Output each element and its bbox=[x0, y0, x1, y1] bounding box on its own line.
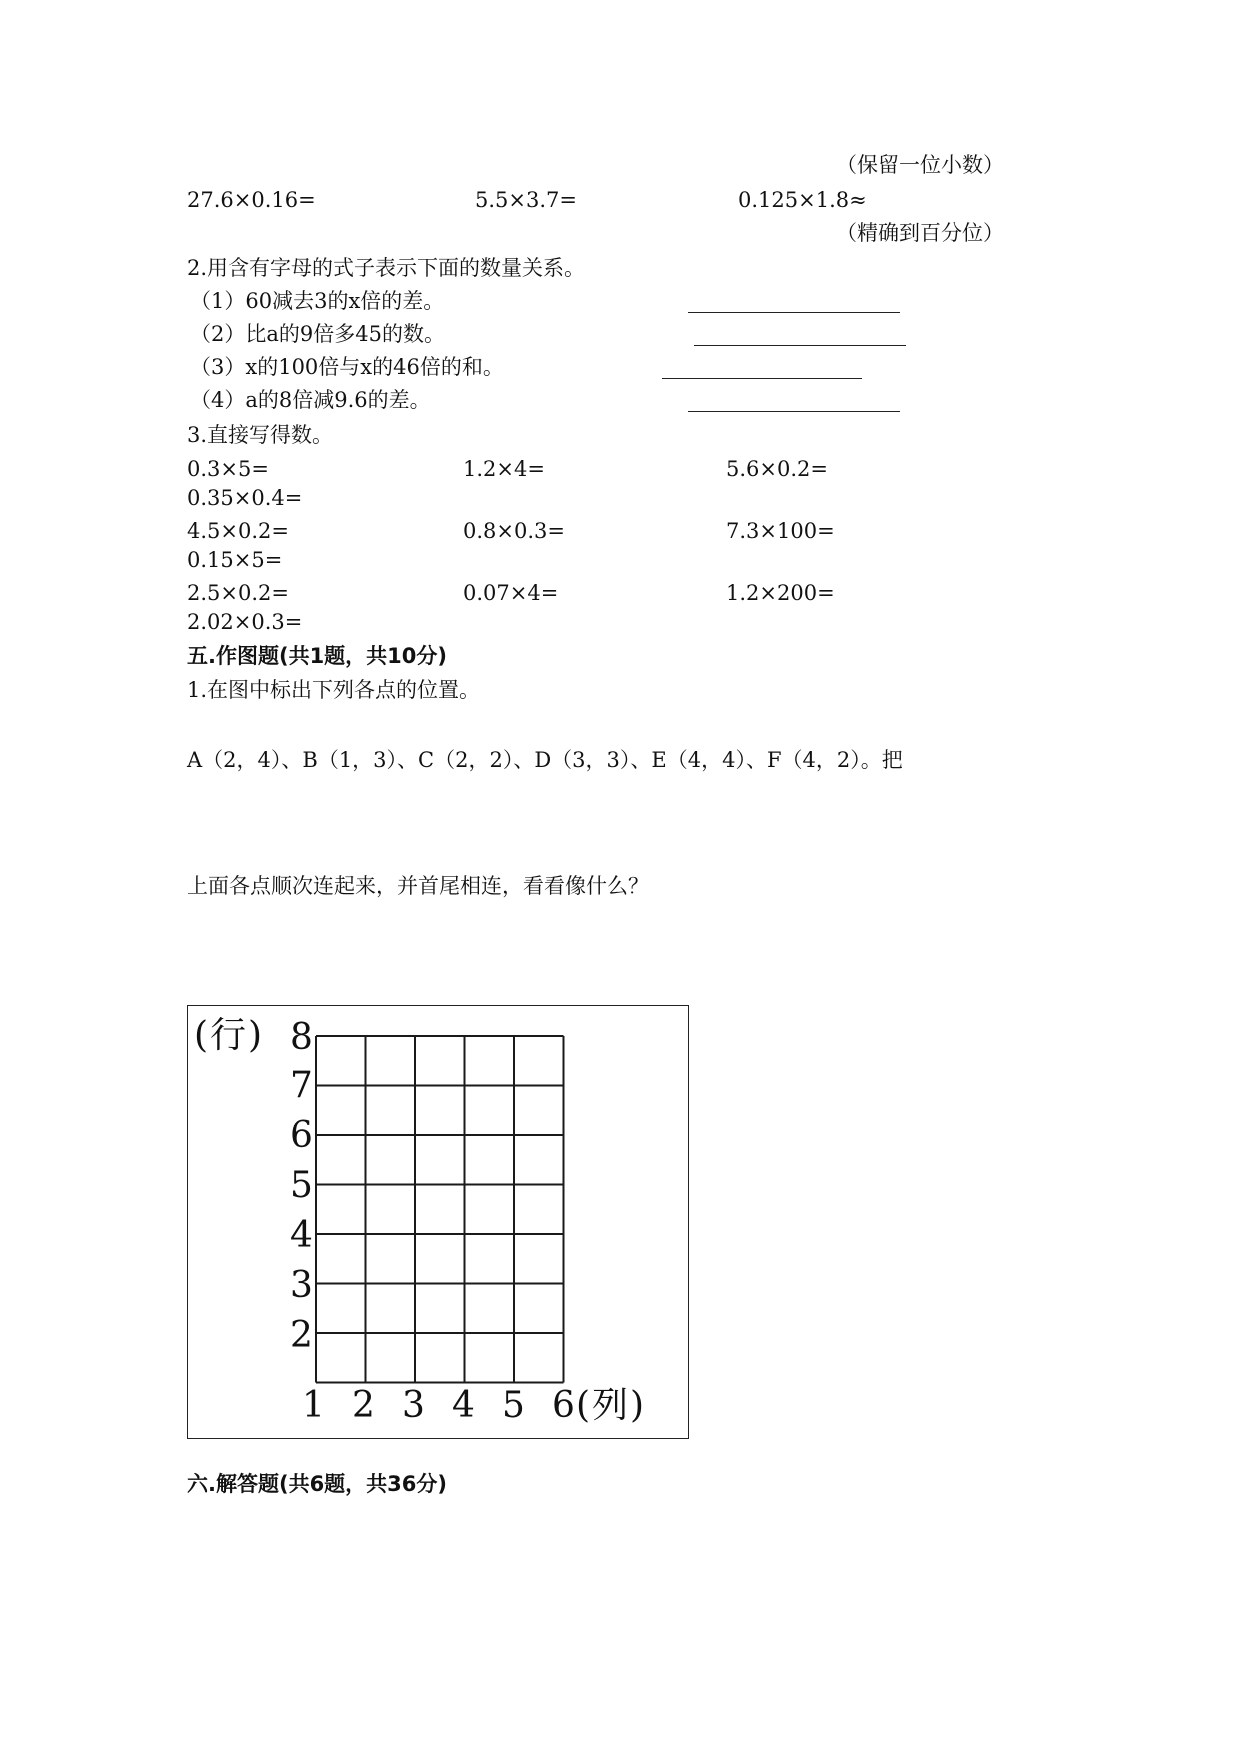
col-axis-label: (列) bbox=[576, 1385, 647, 1426]
mental-calc-item: 0.07×4= bbox=[463, 581, 559, 605]
answer-blank[interactable] bbox=[688, 312, 900, 313]
calc-item: 0.125×1.8≈ bbox=[738, 188, 867, 212]
col-label: 2 bbox=[352, 1385, 375, 1426]
expression-item: （2）比a的9倍多45的数。 bbox=[190, 322, 445, 346]
row-label: 2 bbox=[290, 1315, 313, 1356]
col-label: 6 bbox=[552, 1385, 575, 1426]
col-label: 3 bbox=[402, 1385, 425, 1426]
connect-question: 上面各点顺次连起来，并首尾相连，看看像什么？ bbox=[187, 874, 649, 898]
rounding-note-one-decimal: （保留一位小数） bbox=[836, 153, 1004, 177]
mental-calc-item: 0.3×5= bbox=[187, 457, 269, 481]
coordinate-grid-figure bbox=[187, 1005, 689, 1439]
row-label: 7 bbox=[290, 1065, 313, 1106]
mental-calc-item: 0.15×5= bbox=[187, 548, 283, 572]
section-heading-drawing: 五.作图题(共1题，共10分) bbox=[187, 644, 448, 668]
mental-calc-item: 0.35×0.4= bbox=[187, 486, 303, 510]
row-label: 6 bbox=[290, 1115, 313, 1156]
mental-calc-item: 0.8×0.3= bbox=[463, 519, 565, 543]
row-label: 3 bbox=[290, 1265, 313, 1306]
mental-calc-item: 7.3×100= bbox=[726, 519, 835, 543]
mental-calc-item: 1.2×200= bbox=[726, 581, 835, 605]
mental-calc-item: 2.02×0.3= bbox=[187, 610, 303, 634]
mental-calc-item: 5.6×0.2= bbox=[726, 457, 828, 481]
mental-calc-item: 4.5×0.2= bbox=[187, 519, 289, 543]
col-label: 4 bbox=[452, 1385, 475, 1426]
question-2-title: 2.用含有字母的式子表示下面的数量关系。 bbox=[187, 256, 586, 280]
drawing-question-title: 1.在图中标出下列各点的位置。 bbox=[187, 678, 481, 702]
mental-calc-item: 2.5×0.2= bbox=[187, 581, 289, 605]
expression-item: （4）a的8倍减9.6的差。 bbox=[190, 388, 431, 412]
row-label: 4 bbox=[290, 1215, 313, 1256]
calc-item: 5.5×3.7= bbox=[475, 188, 577, 212]
answer-blank[interactable] bbox=[694, 345, 906, 346]
expression-item: （1）60减去3的x倍的差。 bbox=[190, 289, 445, 313]
col-label: 1 bbox=[302, 1385, 325, 1426]
calc-item: 27.6×0.16= bbox=[187, 188, 316, 212]
mental-calc-item: 1.2×4= bbox=[463, 457, 545, 481]
grid-lines bbox=[188, 1006, 689, 1439]
rounding-note-hundredths: （精确到百分位） bbox=[836, 221, 1004, 245]
row-label: 8 bbox=[290, 1017, 313, 1058]
answer-blank[interactable] bbox=[688, 411, 900, 412]
col-label: 5 bbox=[502, 1385, 525, 1426]
expression-item: （3）x的100倍与x的46倍的和。 bbox=[190, 355, 504, 379]
question-3-title: 3.直接写得数。 bbox=[187, 423, 334, 447]
row-axis-label: (行) bbox=[194, 1015, 265, 1056]
section-heading-answers: 六.解答题(共6题，共36分) bbox=[187, 1472, 448, 1496]
row-label: 5 bbox=[290, 1165, 313, 1206]
points-list: A（2，4）、B（1，3）、C（2，2）、D（3，3）、E（4，4）、F（4，2）。把 bbox=[187, 748, 903, 772]
answer-blank[interactable] bbox=[662, 378, 862, 379]
